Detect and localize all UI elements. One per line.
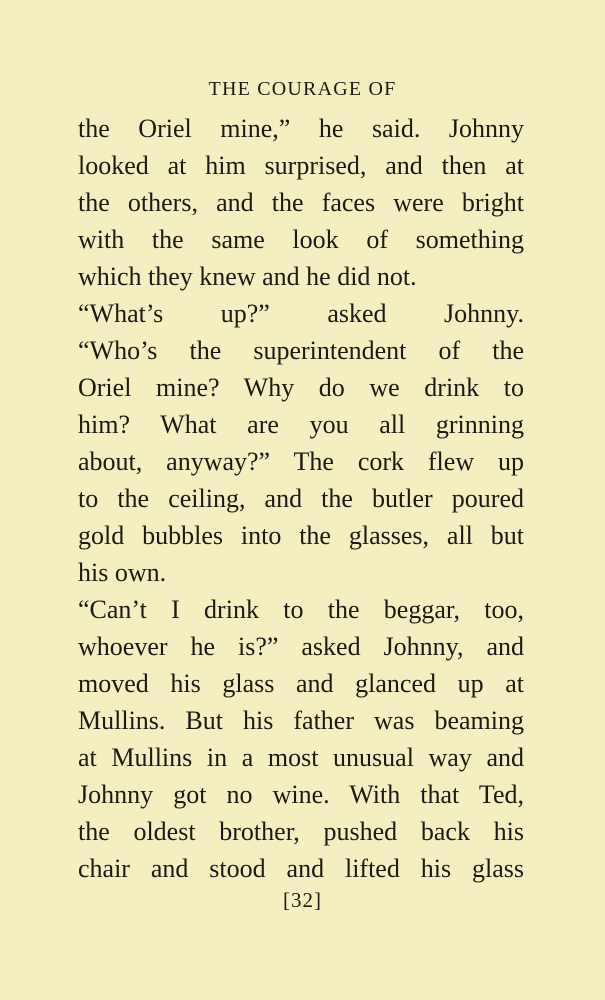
text-line: “Who’s the superintendent of the (78, 336, 524, 365)
running-head: THE COURAGE OF (208, 78, 397, 100)
text-line: “What’s up?” asked Johnny. (78, 299, 524, 328)
text-line: at Mullins in a most unusual way and (78, 743, 524, 772)
text-line: moved his glass and glanced up at (78, 669, 524, 698)
text-line: “Can’t I drink to the beggar, too, (78, 595, 524, 624)
text-line: him? What are you all grinning (78, 410, 524, 439)
text-line: Oriel mine? Why do we drink to (78, 373, 524, 402)
text-line: with the same look of something (78, 225, 524, 254)
text-line: Mullins. But his father was beaming (78, 706, 524, 735)
text-line: looked at him surprised, and then at (78, 151, 524, 180)
text-line: to the ceiling, and the butler poured (78, 484, 524, 513)
text-line: whoever he is?” asked Johnny, and (78, 632, 524, 661)
text-line: gold bubbles into the glasses, all but (78, 521, 524, 550)
text-line: chair and stood and lifted his glass (78, 854, 524, 883)
text-line: which they knew and he did not. (78, 262, 417, 291)
text-line: the Oriel mine,” he said. Johnny (78, 114, 524, 143)
text-line: the others, and the faces were bright (78, 188, 524, 217)
body-text (78, 110, 524, 887)
text-line: his own. (78, 558, 167, 587)
text-line: Johnny got no wine. With that Ted, (78, 780, 524, 809)
text-line: the oldest brother, pushed back his (78, 817, 524, 846)
page-number: [32] (283, 888, 322, 912)
text-line: about, anyway?” The cork flew up (78, 447, 524, 476)
